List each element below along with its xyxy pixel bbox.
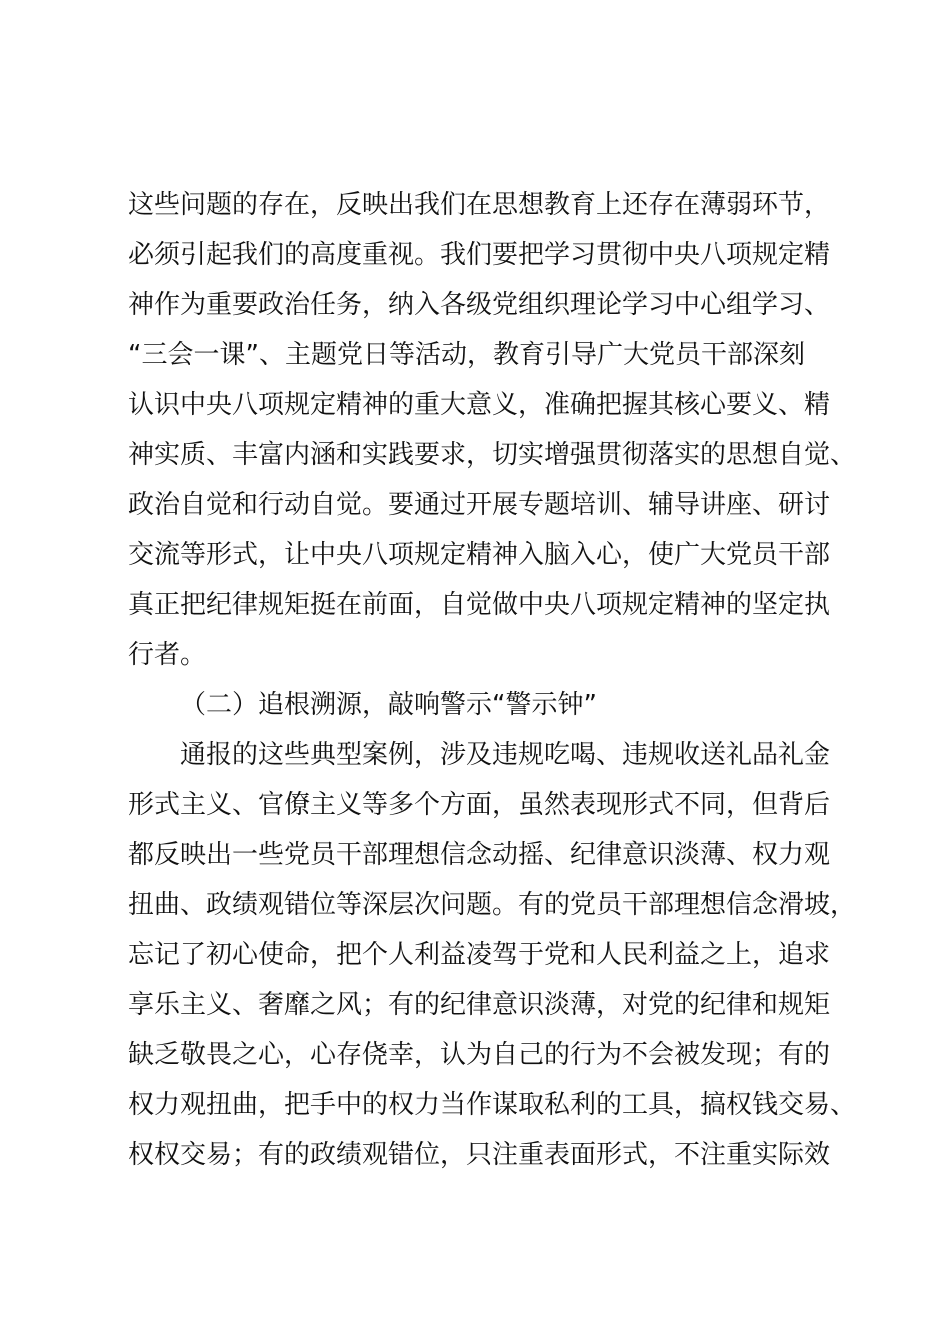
text-line: 权权交易；有的政绩观错位，只注重表面形式，不注重实际效	[128, 1140, 831, 1170]
text-line: 都反映出一些党员干部理想信念动摇、纪律意识淡薄、权力观	[128, 840, 831, 870]
text-line: 神作为重要政治任务，纳入各级党组织理论学习中心组学习、	[128, 290, 831, 320]
text-line: 缺乏敬畏之心，心存侥幸，认为自己的行为不会被发现；有的	[128, 1040, 831, 1070]
text-line: 这些问题的存在，反映出我们在思想教育上还存在薄弱环节，	[128, 190, 831, 220]
section-heading: （二）追根溯源，敲响警示“警示钟”	[180, 690, 597, 720]
text-line: 交流等形式，让中央八项规定精神入脑入心，使广大党员干部	[128, 540, 831, 570]
text-line: 享乐主义、奢靡之风；有的纪律意识淡薄，对党的纪律和规矩	[128, 990, 831, 1020]
text-line: 必须引起我们的高度重视。我们要把学习贯彻中央八项规定精	[128, 240, 831, 270]
text-line: 通报的这些典型案例，涉及违规吃喝、违规收送礼品礼金	[180, 740, 831, 770]
text-line: 神实质、丰富内涵和实践要求，切实增强贯彻落实的思想自觉、	[128, 440, 857, 470]
text-line: 权力观扭曲，把手中的权力当作谋取私利的工具，搞权钱交易、	[128, 1090, 857, 1120]
text-line: 行者。	[128, 640, 207, 670]
text-line: 扭曲、政绩观错位等深层次问题。有的党员干部理想信念滑坡，	[128, 890, 857, 920]
text-line: “三会一课”、主题党日等活动，教育引导广大党员干部深刻	[128, 340, 805, 370]
text-line: 真正把纪律规矩挺在前面，自觉做中央八项规定精神的坚定执	[128, 590, 831, 620]
text-line: 认识中央八项规定精神的重大意义，准确把握其核心要义、精	[128, 390, 831, 420]
text-line: 形式主义、官僚主义等多个方面，虽然表现形式不同，但背后	[128, 790, 831, 820]
text-line: 忘记了初心使命，把个人利益凌驾于党和人民利益之上，追求	[128, 940, 831, 970]
text-line: 政治自觉和行动自觉。要通过开展专题培训、辅导讲座、研讨	[128, 490, 831, 520]
